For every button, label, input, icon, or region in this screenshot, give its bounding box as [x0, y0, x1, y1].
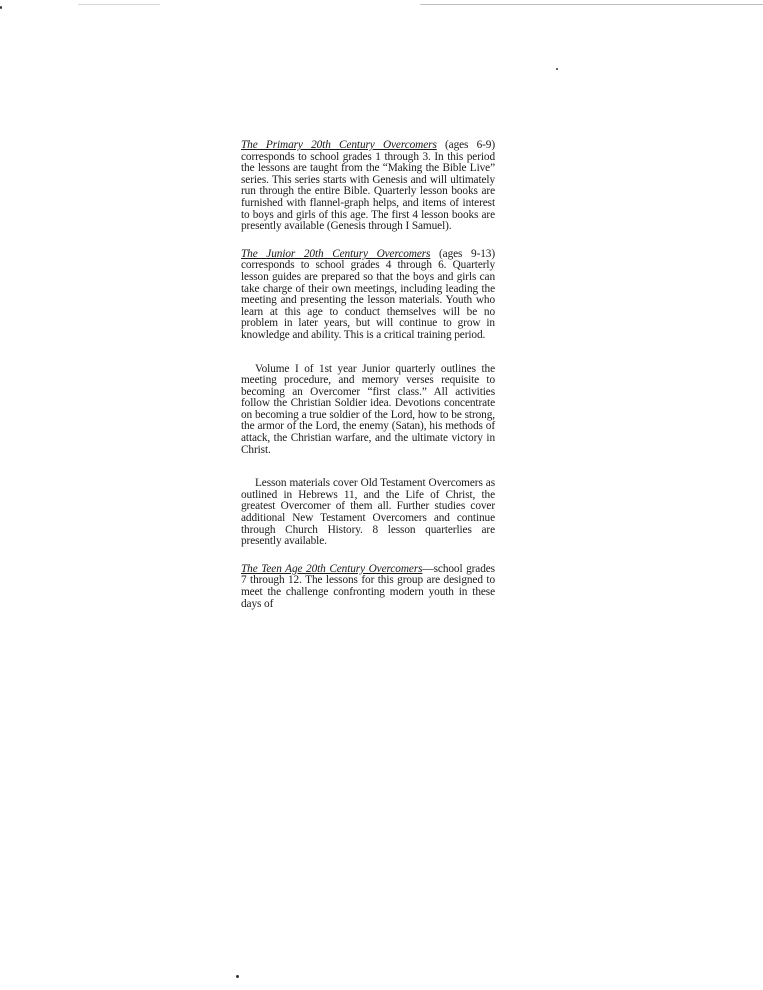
paragraph-primary	[241, 140, 495, 233]
paragraph-lesson-materials	[241, 478, 495, 548]
body-junior: (ages 9-13) corresponds to school grades 4 through 6. Quarterly lesson guides are prepared so that the boys and girls can take charge of their own meetings, including leading the meeting and presenting the lesson materials. Youth who learn at this age to conduct themselves will be no problem in later years, but will continue to grow in knowledge and ability. This is a critical training period.	[241, 247, 495, 341]
text-column	[241, 140, 495, 610]
scan-speck	[236, 975, 239, 978]
heading-primary: The Primary 20th Century Overcomers	[241, 139, 437, 151]
paragraph-volume-one	[241, 364, 495, 457]
scan-artifact-left	[78, 4, 160, 5]
body-lesson-materials: Lesson materials cover Old Testament Overcomers as outlined in Hebrews 11, and the Life of Christ, the greatest Overcomer of them all. Further studies cover additional New Testament Overcomers and continue through Church History. 8 lesson quarterlies are presently available.	[241, 477, 495, 548]
body-teen: —school grades 7 through 12. The lessons for this group are designed to meet the challenge confronting modern youth in these days of	[241, 562, 495, 610]
heading-teen: The Teen Age 20th Century Overcomers	[241, 562, 423, 575]
scan-artifact-right	[420, 4, 763, 5]
scan-speck	[0, 6, 2, 9]
paragraph-junior	[241, 249, 495, 342]
heading-junior: The Junior 20th Century Overcomers	[241, 247, 431, 260]
body-primary: (ages 6-9) corresponds to school grades 1 through 3. In this period the lessons are taught from the “Making the Bible Live” series. This series starts with Genesis and will ultimately run through the entire Bible. Quarterly lesson books are furnished with flannel-graph helps, and items of interest to boys and girls of this age. The first 4 lesson books are presently available (Genesis through I Samuel).	[241, 139, 495, 233]
paragraph-teen	[241, 564, 495, 610]
scan-speck	[556, 68, 558, 70]
body-volume-one: Volume I of 1st year Junior quarterly outlines the meeting procedure, and memory verses requisite to becoming an Overcomer “first class.” All activities follow the Christian Soldier idea. Devotions concentrate on becoming a true soldier of the Lord, how to be strong, the armor of the Lord, the enemy (Satan), his methods of attack, the Christian warfare, and the ultimate victory in Christ.	[241, 362, 495, 456]
